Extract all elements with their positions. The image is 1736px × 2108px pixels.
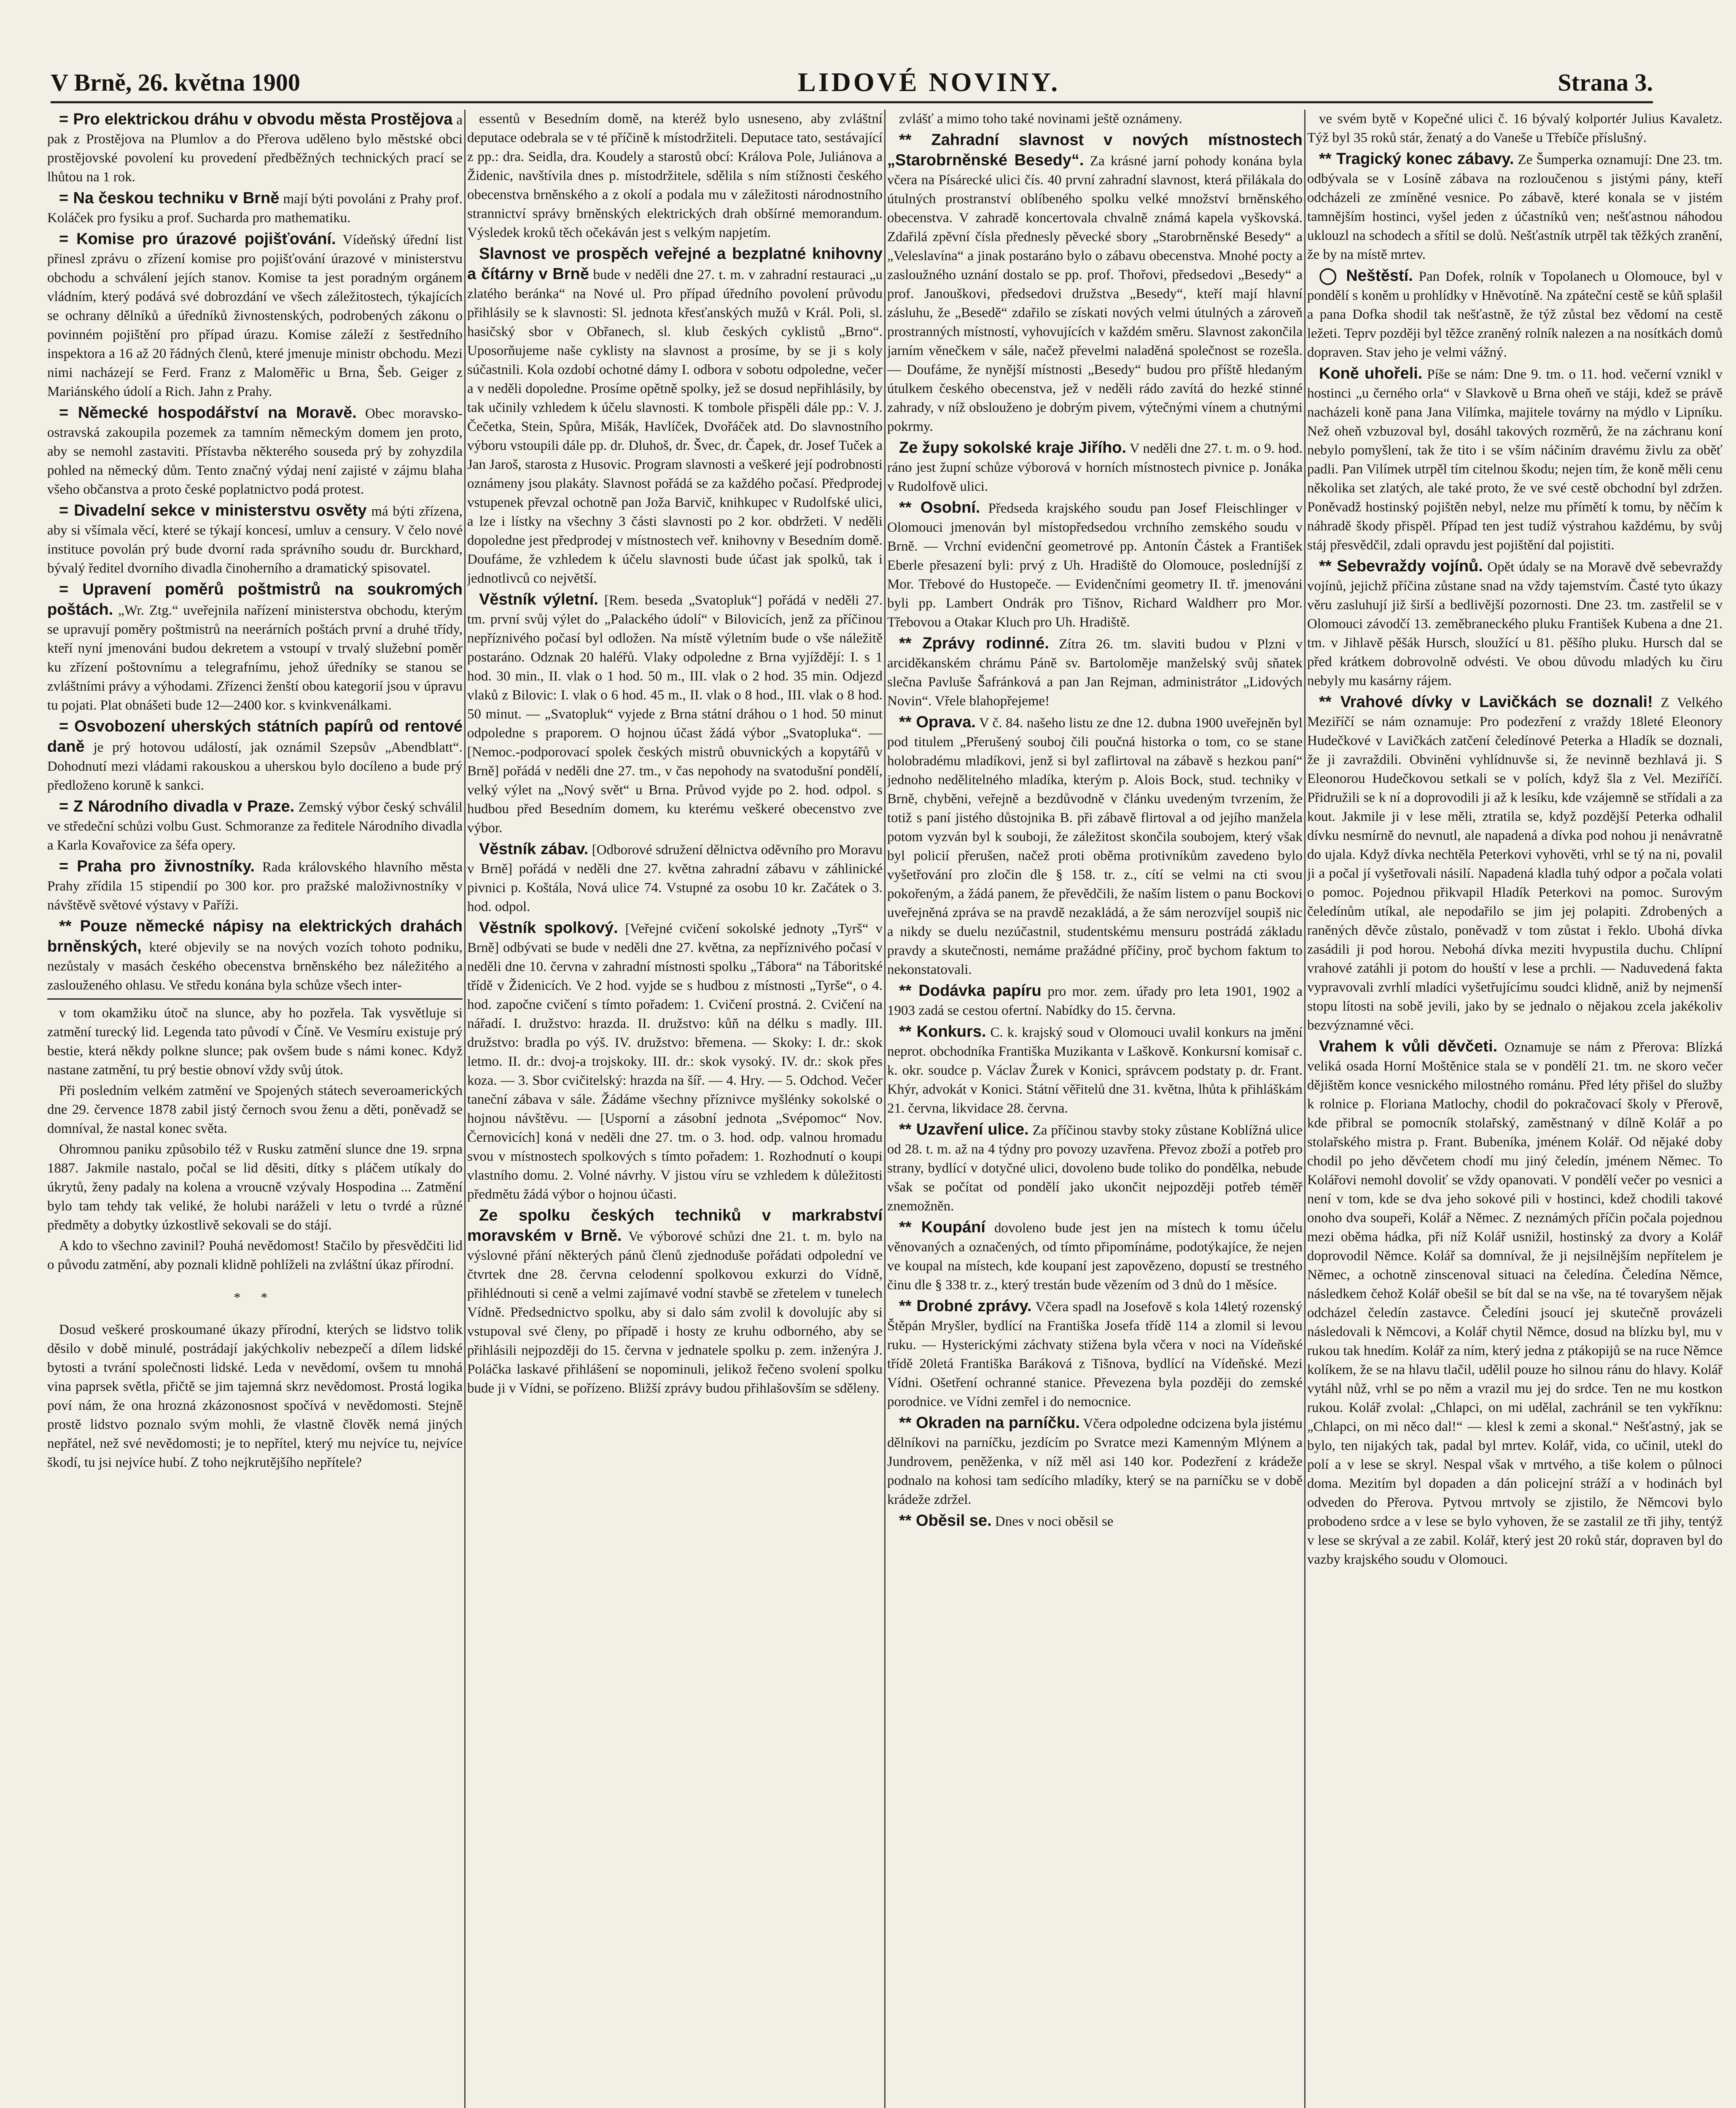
- article: [467, 110, 883, 242]
- article-body: Při posledním velkém zatmění ve Spojených státech severoamerických dne 29. července 1878 zabil jistý černoch svou ženu a děti, poněvadž se domníval, že nastal konec světa.: [47, 1083, 463, 1136]
- article: [47, 1140, 463, 1235]
- article-headline: ** Vrahové dívky v Lavičkách se doznali!: [1319, 693, 1653, 711]
- article-headline: ** Tragický konec zábavy.: [1319, 150, 1514, 168]
- article-headline: = Komise pro úrazové pojišťování.: [59, 230, 336, 248]
- article-headline: ** Uzavření ulice.: [899, 1121, 1029, 1138]
- article-headline: Slavnost ve prospěch veřejné a bezplatné knihovny a čítárny v Brně: [467, 245, 883, 283]
- article: [47, 403, 463, 499]
- article: [47, 717, 463, 795]
- article-paragraph: [1307, 149, 1723, 264]
- article-paragraph: [887, 713, 1303, 979]
- article-headline: = Z Národního divadla v Praze.: [59, 798, 295, 815]
- article-paragraph: [1307, 1037, 1723, 1569]
- article-paragraph: [887, 1296, 1303, 1412]
- article-headline: Věstník zábav.: [479, 840, 589, 858]
- newspaper-title: LIDOVÉ NOVINY.: [798, 67, 1060, 97]
- article-body: Rada královského hlavního města Prahy zřídila 15 stipendií po 300 kor. pro pražské maloživnostníky v návštěvě světové výstavy v Paříži.: [47, 860, 463, 913]
- column-2: [467, 110, 883, 2108]
- article-paragraph: [47, 717, 463, 795]
- column-rule: [464, 110, 466, 2108]
- article-body: essentů v Besedním domě, na kteréž bylo usneseno, aby zvláštní deputace odebrala se v té příčině k místodržiteli. Deputace tato, sestávající z pp.: dra. Seidla, dra. Koudely a starostů obcí: Králova Pole, Juliánova a Židenic, navštívila dnes p. místodržitele, sdělila s ním stížnosti českého obecenstva brněnského a z okolí a podala mu v záležitosti národnostního strannictví správy brněnských elektrických drah obšírné memorandum. Výsledek kroků těch očekáván jest s velkým napjetím.: [467, 111, 883, 240]
- article-headline: ** Oprava.: [899, 713, 976, 731]
- article-body: bude v neděli dne 27. t. m. v zahradní restauraci „u zlatého beránka“ na Nové ul. Pro případ úředního povolení průvodu přihlásily se k slavnosti: Sl. jednota křesťanských mužů v Král. Poli, sl. hasičský sbor v Obřanech, sl. klub českých cyklistů „Brno“. Uposorňujeme naše cyklisty na slavnost a prosíme, by se ji s koly súčastnili. Kola ozdobí ochotné dámy I. odbora v sobotu odpoledne, večer a v neděli dopoledne. Prosíme opětně spolky, jež se dosud nepřihlásily, by tak učinily vzhledem k účelu slavnosti. K tombole přispěli dále pp.: V. J. Čečetka, Stein, Spůra, Mišák, Havlíček, Dvořáček atd. Do slavnostního výboru vstoupili dále pp. dr. Dluhoš, dr. Švec, dr. Čapek, dr. Josef Tuček a Jan Jaroš, starosta z Husovic. Program slavnosti a veškeré její podrobnosti oznámeny jsou plakáty. Slavnost pořádá se za každého počasí. Předprodej vstupenek převzal ochotně pan Joža Barvič, knihkupec v Rudolfské ulici, a lze i lístky na všechny 3 části slavnosti po 2 kor. obdržeti. V neděli dopoledne jest předprodej v místnostech veř. knihovny v Besedním domě. Doufáme, že vzhledem k účelu slavnosti bude účast jak spolků, tak i jednotlivců co největší.: [467, 267, 883, 586]
- article-body: Oznamuje se nám z Přerova: Blízká veliká osada Horní Moštěnice stala se v pondělí 21. tm. ne skoro večer dějištěm konce vesnického milostného románu. Před léty přišel do služby k rolnice p. Floriana Matlochy, chodil do pokračovací školy v Přerově, kde přibral se pomocník stolařský, zaměstnaný v dílně Kolář a po stolařského mistra p. Frant. Bubeníka, jménem Kolář. Od nějaké doby chodil po jeho děvčetem chodí mu jiný čeledín, jménem Němec. To Kolářovi nemohl dovoliť se vždy opanovati. V pondělí večer po vesnici a není v tom, kde se dva jeho sokové pili v hostinci, kdež chodili takové onoho dva soupeři, Kolář a Němec. Z neznámých příčin počala pojednou mezi oběma hádka, při níž Kolář usnižil, hostinský za dvory a Kolář doprovodil Němce. Kolář sa domníval, že ji nejsilnějším nepřítelem je Němec, a ochotně zinscenoval situaci na čeledína. Čeledína Němce, následkem čehož Kolář obešil se bít dal se na vše, na té tovaryšem nějak odcházel čeledín zastavce. Čeledíni jsoucí jej skutečně provázeli následovali k Němcovi, a Kolář chytil Němce, dosud na blízku byl, mu v rukou tak hnedím. Kolář za ním, který jedna z ptákopijů se na ruce Němce kolíkem, že se na hlavu tlačil, udělil pouze ho silnou ránu do hlavy. Kolář vytáhl nůž, vrhl se po něm a vrazil mu jej do srdce. Ten ne mu kostkon rukou. Kolář zvolal: „Chlapci, on mi udělal, zachránil se ten vykříknu: „Chlapci, on mi něco dal!“ — klesl k zemi a skonal.“ Nešťastný, jak se bylo, ten nijakých tak, padal byl mrtev. Kolář, vida, co učinil, utekl do polí a v lese se skryl. Nespal však v mrtvého, a tiše kolem o půlnoci doma. Mezitím byl dopaden a dán policejní stráží a v hodinách byl odveden do Přerova. Pytvou mrtvoly se zjistilo, že Němcovi bylo probodeno srdce a v lese se bylo vyhoven, že se zastalil ze tři jihy, tentýž v lese se skrýval a ze zabil. Kolář, který jest 20 roků stár, dopraven byl do vazby krajského soudu v Olomouci.: [1307, 1040, 1723, 1567]
- article: [1307, 149, 1723, 264]
- article-body: Ohromnou paniku způsobilo též v Rusku zatmění slunce dne 19. srpna 1887. Jakmile nastalo, počal se lid děsiti, dítky s pláčem utíkaly do úkrytů, ženy padaly na kolena a vroucně vzývaly Hospodina ... Zatmění bylo tam tehdy tak veliké, že holubi naráželi v letu o tvrdé a různé předměty a dobytky úzkostlivě sekovali se do stájí.: [47, 1142, 463, 1233]
- article-headline: ** Zahradní slavnost v nových místnostech „Starobrněnské Besedy“.: [887, 131, 1303, 169]
- article-headline: Věstník spolkový.: [479, 919, 618, 937]
- article-body: Za krásné jarní pohody konána byla včera na Písárecké ulici čís. 40 první zahradní slavnost, která přilákala do útulných prostranství oblíbeného spolku velké množství brněnského obecenstva. V zahradě koncertovala chvalně známá kapela vyškovská. Zdařilá zpěvní čísla přednesly pěvecké sbory „Starobrněnské Besedy“ a „Veleslavína“ a jinak postaráno bylo o zábavu obecenstva. Mnohé pocty a zasloužného uznání dostalo se pp. prof. Thořovi, předsedovi „Besedy“ a prof. Janouškovi, předsedovi družstva „Besedy“, kteří mají hlavní zásluhu, že „Besedě“ zdařilo se získati nových velmi útulných a zároveň prostranných místností, vyhovujících v každém směru. Slavnost zakončila jarním věnečkem v sále, načež převelmi naladěná společnost se rozešla. — Doufáme, že nynější místnosti „Besedy“ budou pro příště hledaným útulkem českého obecenstva, jež v neděli rádo zavítá do hezké stinné zahrady, v níž obslouženo je dobrým pivem, výtečnými vínem a chutnými pokrmy.: [887, 153, 1303, 434]
- article-body: a pak z Prostějova na Plumlov a do Přerova uděleno bylo městské obci prostějovské povolení ku provedení předběžných technických prací se lhůtou na 1 rok.: [47, 113, 463, 185]
- column-rule: [884, 110, 885, 2108]
- article-headline: ** Konkurs.: [899, 1023, 986, 1041]
- article-paragraph: [47, 857, 463, 915]
- article-body: Dnes v noci oběsil se: [995, 1514, 1114, 1529]
- article-body: ve svém bytě v Kopečné ulici č. 16 bývalý kolportér Julius Kavaletz. Týž byl 35 roků stár, ženatý a do Vaneše u Třebíče příslušný.: [1307, 111, 1723, 145]
- article-headline: = Divadelní sekce v ministerstvu osvěty: [59, 502, 367, 519]
- article: [467, 590, 883, 838]
- article-body: pro mor. zem. úřady pro leta 1901, 1902 a 1903 zadá se cestou ofertní. Nabídky do 15. června.: [887, 984, 1303, 1018]
- article-body: Ze Šumperka oznamují: Dne 23. tm. odbývala se v Losíně zábava na rozloučenou s jistými pány, kteří odcházeli ze zmíněné vesnice. Po zábavě, které konala se v jistém tamnějším hostinci, vyšel jeden z účastníků ven; nešťastnou náhodou uklouzl na schodech a sřítil se dolů. Nešťastník utrpěl tak těžkých zranění, že by na místě mrtev.: [1307, 152, 1723, 262]
- article-paragraph: [1307, 692, 1723, 1035]
- article-paragraph: [887, 438, 1303, 496]
- article-paragraph: [887, 981, 1303, 1020]
- article-body: Z Velkého Meziříčí se nám oznamuje: Pro podezření z vraždy 18leté Eleonory Hudečkové v Lavičkách zatčení čeledínové Peterka a Hladík se doznali, že ji zavraždili. Obviněni vyhlídnuvše si, že nevinně bezhlavá ji. S Eleonorou Hudečkovou setkali se v polích, když šla z Vel. Meziříčí. Přidružili se k ní a doprovodili ji až k lesíku, kde vzájemně se střídali a za kout. Jakmile ji v lese měli, ztratila se, když pozdější Peterka odhalil dívku nesmírně do nevnutl, ale napadená a dívka pod nohou ji nenávratně do ujala. Když dívka nechtěla Peterkovi vyhověti, vrhl se tý na ni, povalil ji a počal jí vyšetřovali násilí. Napadená kladla tuhý odpor a počala volati o pomoc. Pojednou přikvapil Hladík Peterkovi na pomoc. Surovým čeledínům utíkal, ale nepodařilo se jim jej polapiti. Zdrobených a raněných děvče zůstalo, poněvadž v tom zůstat i řeklo. Ubohá dívka zasádili ji pod horou. Nebohá dívka meziti hvypustila duchu. Chlípní vrahové zatáhli ji potom do houští v lese a prchli. — Naduvedená fakta vypravovali zvrhlí mladíci vyšetřujícímu soudci klidně, aniž by nejmenší stopu lítosti na sobě jevili, jako by se jednalo o nějakou zcela jakékoliv bezvýznamné věci.: [1307, 695, 1723, 1033]
- article-paragraph: [47, 1237, 463, 1274]
- article-paragraph: [1307, 110, 1723, 148]
- article-paragraph: [887, 130, 1303, 436]
- article-paragraph: [47, 1288, 463, 1307]
- article: [467, 244, 883, 588]
- article: [47, 110, 463, 187]
- article: [467, 918, 883, 1204]
- article-headline: = Upravení poměrů poštmistrů na soukromých poštách.: [47, 581, 463, 618]
- article-headline: ** Pouze německé nápisy na elektrických drahách brněnských,: [47, 917, 463, 955]
- article-headline: Věstník výletní.: [479, 591, 598, 608]
- article-paragraph: [467, 244, 883, 588]
- article-body: v tom okamžiku útoč na slunce, aby ho pozřela. Tak vysvětluje si zatmění turecký lid. Legenda tato původí v Číně. Ve Vesmíru existuje prý bestie, která někdy polkne slunce; pak ovšem bude s námi konec. Když nastane zatmění, tu prý bestie obnoví vždy svůj útok.: [47, 1006, 463, 1078]
- article: [1307, 364, 1723, 555]
- article-paragraph: [47, 403, 463, 499]
- article: [47, 1004, 463, 1080]
- article-body: Zítra 26. tm. slaviti budou v Plzni v arciděkanském chrámu Páně sv. Bartoloměje manželský svůj sňatek slečna Pavluše Šafránková a pan Jan Rejman, administrátor „Lidových Novin“. Vřele blahopřejeme!: [887, 637, 1303, 709]
- article-body: Dosud veškeré proskoumané úkazy přírodní, kterých se lidstvo tolik děsilo v době minulé, postrádají jakýchkoliv nebezpečí a dílem lidské bytosti a tvrání společnosti lidské. Leda v nevědomí, ovšem tu mnohá vina paprsek světla, přičtě se jim tajemná skrz nevědomost. Prostá logika poví nám, že ona hrozná zkázonosnost spočívá v nevědomosti. Stejně prostě lidstvo poznalo svým mohli, že vlastně člověk nemá jiných nepřátel, než své nevědomosti; je to nepřítel, který mu nejvíce tu, nejvíce škodí, tu jsi nejvíce hubí. Z toho nejkrutějšího nepřítele?: [47, 1322, 463, 1470]
- article-body: A kdo to všechno zavinil? Pouhá nevědomost! Stačilo by přesvědčiti lid o původu zatmění, aby poznali klidně pohlíželi na zvláštní úkaz přírodní.: [47, 1238, 463, 1272]
- article-headline: ** Osobní.: [899, 499, 980, 516]
- article-body: Za příčinou stavby stoky zůstane Koblížná ulice od 28. t. m. až na 4 týdny pro povozy uzavřena. Převoz zboží a potřeb pro strany, bydlící v dotyčné ulici, dovoleno bude toliko do pondělka, nebude však se počítat od pondělí jako ukončit nejpozději potřeb téměř znemožněn.: [887, 1123, 1303, 1214]
- article-paragraph: [47, 1140, 463, 1235]
- article-body: má býti zřízena, aby si všímala věcí, které se týkají koncesí, umluv a censury. V čelo nové instituce povolán prý bude dvorní rada správního soudu dr. Burckhard, bývalý ředitel dvorního divadla činoherního a dramatický spisovatel.: [47, 504, 463, 576]
- article: [887, 713, 1303, 979]
- article-body: Včera odpoledne odcizena byla jistému dělníkovi na parníčku, jezdícím po Svratce mezi Kamenným Mlýnem a Jundrovem, peněženka, v níž měl asi 140 kor. Podezření z krádeže podnalo na kohosi tam sedícího mladíky, který se na parníčku se v době krádeže zdržel.: [887, 1416, 1303, 1507]
- article: [47, 917, 463, 995]
- article-headline: ** Sebevraždy vojínů.: [1319, 557, 1483, 575]
- article-paragraph: [887, 1413, 1303, 1509]
- article-headline: ** Okraden na parníčku.: [899, 1414, 1080, 1432]
- article-body: které objevily se na nových vozích tohoto podniku, nezůstaly v masách českého obecenstva brněnského bez náležitého a zaslouženého ohlasu. Ve středu konána byla schůze všech inter-: [47, 940, 463, 993]
- article: [887, 130, 1303, 436]
- article-paragraph: [1307, 557, 1723, 691]
- article-paragraph: [887, 110, 1303, 129]
- article: [47, 1237, 463, 1274]
- article-paragraph: [1307, 266, 1723, 362]
- article-headline: ** Zprávy rodinné.: [899, 635, 1049, 652]
- article: [887, 110, 1303, 129]
- article-body: Zemský výbor český schválil ve středeční schůzi volbu Gust. Schmoranze za ředitele Národního divadla a Karla Kovařovice za šéfa opery.: [47, 800, 463, 853]
- page-number: Strana 3.: [1558, 68, 1653, 96]
- section-divider: [47, 998, 463, 1000]
- article-paragraph: [887, 498, 1303, 632]
- article: [887, 438, 1303, 496]
- article-body: Včera spadl na Josefově s kola 14letý rozenský Štěpán Mryšler, bydlící na Františka Josefa třídě 114 a zlomil si levou ruku. — Hysterickými záchvaty stižena byla včera v noci na Vídeňské třídě 20letá Františka Baráková z Tišnova, bydlící na Vídeňské. Mezi Vídni. Ošetření ochranné stanice. Převezena byla později do zemské porodnice. ve Vídni zemřel i do nemocnice.: [887, 1299, 1303, 1409]
- article-body: V neděli dne 27. t. m. o 9. hod. ráno jest župní schůze výborová v horních místnostech pivnice p. Jonáka v Rudolfově ulici.: [887, 441, 1303, 494]
- article: [47, 1081, 463, 1138]
- article-body: [Veřejné cvičení sokolské jednoty „Tyrš“ v Brně] odbývati se bude v neděli dne 27. května, za nepříznivého počasí v neděli dne 10. června v zahradní místnosti spolku „Tábora“ na Táboritské třídě v Židenicích. Ve 2 hod. vyjde se s hudbou z místnosti „Tyrše“, o 4. hod. započne cvičení s tímto pořadem: 1. Cvičení prostná. 2. Cvičení na nářadí. I. družstvo: hrazda. II. družstvo: kůň na délku s madly. III. družstvo: bradla po výš. IV. družstvo: břemena. — Skoky: I. dr.: skok letmo. II. dr.: dvoj-a trojskoky. III. dr.: skok vysoký. IV. dr.: skok přes koza. — 3. Sbor cvičitelský: hrazda na šíř. — 4. Hry. — 5. Odchod. Večer taneční zábava v sále. Žádáme všechny příznivce myšlénky sokolské o hojnou návštěvu. — [Usporní a zásobní jednota „Svépomoc“ Nov. Černovicích] koná v neděli dne 27. tm. o 3. hod. odp. valnou hromadu svou v místnostech spolkových s tímto pořadem: 1. Rozhodnutí o koupi vlastního domu. 2. Volné návrhy. V jistou víru se vzhledem k důležitosti předmětu žádá výbor o hojnou účasti.: [467, 921, 883, 1202]
- article-body: je prý hotovou událostí, jak oznámil Szepsův „Abendblatt“. Dohodnutí mezi vládami rakouskou a uherskou bylo docíleno a bude prý předloženo koruně k sankci.: [47, 740, 463, 793]
- article-body: Pan Dofek, rolník v Topolanech u Olomouce, byl v pondělí s koněm u prohlídky v Hněvotíně. Na zpáteční cestě se kůň splašil a pana Dofka shodil tak nešťastně, že týž zůstal bez vědomí na cestě ležeti. Teprv později byl těžce zraněný rolník nalezen a na nosítkách domů dopraven. Stav jeho je velmi vážný.: [1307, 269, 1723, 360]
- article-paragraph: [47, 1081, 463, 1138]
- article-headline: = Německé hospodářství na Moravě.: [59, 404, 357, 422]
- column-rule: [1304, 110, 1305, 2108]
- article: [467, 839, 883, 917]
- article: [887, 498, 1303, 632]
- article-paragraph: [47, 917, 463, 995]
- article-body: Předseda krajského soudu pan Josef Fleischlinger v Olomouci jmenován byl místopředsedou vrchního zemského soudu v Brně. — Vrchní evidenční geometrové pp. Antonín Částek a František Eberle přesazení byli: prvý z Uh. Hradiště do Olomouce, posledníjší z Mor. Třebové do Hustopeče. — Evidenčními geometry II. tř. jmenováni byli pp. Lambert Ondrák pro Tišnov, Richard Waldherr pro Mor. Třebovou a Otakar Kluch pro Uh. Hradiště.: [887, 501, 1303, 630]
- article-headline: = Praha pro živnostníky.: [59, 858, 255, 875]
- page-header: [51, 63, 1653, 103]
- article-paragraph: [47, 1320, 463, 1472]
- article: [1307, 266, 1723, 362]
- article-headline: ** Koupání: [899, 1218, 985, 1236]
- article: [47, 1288, 463, 1307]
- article-body: zvlášť a mimo toho také novinami ještě oznámeny.: [899, 111, 1182, 126]
- article-paragraph: [887, 1022, 1303, 1118]
- article-body: „Wr. Ztg.“ uveřejnila nařízení ministerstva obchodu, kterým se upravují poměry poštmistrů na neerárních poštách první a druhé třídy, kteří nyní jmenováni budou dekretem a vstoupí v trvalý služební poměr ku zřízení poštovnímu a telegrafnímu, jehož úředníky se stanou se zvláštními právy a výhodami. Zřízenci ženští obou kategorií jsou v úpravu tu pojati. Plat obnášeti bude 12—2400 kor. s kvinkvenálkami.: [47, 603, 463, 713]
- article-headline: ** Dodávka papíru: [899, 982, 1042, 1000]
- article-paragraph: [887, 1511, 1303, 1531]
- article-paragraph: [467, 1206, 883, 1398]
- article: [47, 188, 463, 228]
- article-paragraph: [467, 918, 883, 1204]
- article-paragraph: [1307, 364, 1723, 555]
- article-body: Ve výborové schůzi dne 21. t. m. bylo na výslovné přání některých pánů členů zjednoduše pořádati odpolední ve čtvrtek dne 28. června celodenní spolkovou exkurzi do Vídně, přihlédnouti si ceně a velmi zajímavé vodní stavbě se zřetelem v tunelech Vídně. Předsednictvo spolku, aby si dalo sám zvolil k dovolujíc aby si vstupoval své členy, po případě i hosty ze kruhu odborného, aby se přihlásili nejpozději do 15. června v jednatele spolku p. zem. inženýra J. Poláčka laskavé přihlášení se nopominuli, jelikož řečeno svolení spolku bude ji v Vídni, se pořízeno. Bližší zprávy budou přihlašovším se sděleny.: [467, 1229, 883, 1396]
- article-body: C. k. krajský soud v Olomouci uvalil konkurs na jmění neprot. obchodníka Františka Muzikanta v Laškově. Konkursní komisař c. k. okr. soudce p. Václav Žurek v Konici, správcem podstaty p. dr. Frant. Khýr, advokát v Konici. Státní věřitelů dne 31. května, lhůta k přihláškám 21. června, likvidace 28. června.: [887, 1025, 1303, 1116]
- article-paragraph: [887, 1120, 1303, 1216]
- article-body: [Rem. beseda „Svatopluk“] pořádá v neděli 27. tm. první svůj výlet do „Palackého údolí“ v Bilovicích, jenž za příčinou nepříznivého počasí byl odložen. Na místě výletním bude o vše náležitě postaráno. Odznak 20 haléřů. Vlaky odpoledne z Brna vyjíždějí: I. s 1 hod. 30 min., II. vlak o 1 hod. 50 m., III. vlak o 2 hod. 35 min. Odjezd vlaků z Bilovic: I. vlak o 6 hod. 45 m., II. vlak o 8 hod., III. vlak o 8 hod. 50 minut. — „Svatopluk“ vyjede z Brna státní dráhou o 1 hod. 50 minut odpoledne s praporem. O hojnou účast žádá výbor „Svatopluka“. — [Nemoc.-podporovací spolek českých mistrů obuvnických a kopytářů v Brně] pořádá v neděli dne 27. tm., v čas nepohody na svatodušní pondělí, velký výlet na „Nový svět“ u Brna. Průvod vyjde po 2. hod. odpol. s hudbou před Besedním domem, ku kterému veškeré obecenstvo zve výbor.: [467, 593, 883, 836]
- article-paragraph: [47, 229, 463, 401]
- article: [887, 1218, 1303, 1295]
- article: [887, 1296, 1303, 1412]
- article: [887, 1120, 1303, 1216]
- article-body: V č. 84. našeho listu ze dne 12. dubna 1900 uveřejněn byl pod titulem „Přerušený souboj čili poučná historka o tom, co se stane holobradému mladíkovi, jenž si byl zaflirtoval na zábavě s hezkou paní“ jednoho nedělitelného mladíka, kterým p. Alois Bock, stud. techniky v Brně, chyběni, veřejně a bezdůvodně v článku uvedeným tvrzením, že totiž s paní jistého důstojnika B. při zábavě flirtoval a od jejího manžela potom vyzván byl k souboji, že záležitost skončila soubojem, který však byl policií přerušen, načež proti oběma protivníkům zavedeno bylo vyšetřování pro zločin dle § 158. tr. z., cítí se velmi na cti svou pokořeným, a žádá panem, že převědčili, že naším listem o panu Bockovi uveřejněná zpráva se na pravdě nezakládá, a že sám nerozvíjel soupiš nic a nikdy se duelu nezúčastnil, studentskému mensuru postrádá základu pravdy a skutečnosti, nemáme pražádné příčiny, proč bychom faktum to nekonstatovali.: [887, 715, 1303, 977]
- article-body: dovoleno bude jest jen na místech k tomu účelu věnovaných a označených, od tímto připomínáme, podotýkajíce, že nejen ve koupal na místech, kde koupaní jest zapovězeno, dopustí se trestného činu dle § 338 tr. z., který trestán bude vězením od 3 dnů do 1 měsíce.: [887, 1221, 1303, 1293]
- article-body: [Odborové sdružení dělnictva oděvního pro Moravu v Brně] pořádá v neděli dne 27. května zahradní zábavu v záhlinické pivnici p. Koštála, Nová ulice 74. Vstupné za osobu 10 kr. Začátek o 3. hod. odpol.: [467, 842, 883, 914]
- article: [47, 229, 463, 401]
- article-headline: Ze župy sokolské kraje Jiřího.: [899, 439, 1127, 457]
- article-paragraph: [47, 797, 463, 855]
- article-paragraph: [47, 188, 463, 228]
- article-headline: = Osvobození uherských státních papírů od rentové daně: [47, 718, 463, 756]
- article: [887, 1413, 1303, 1509]
- article-body: Vídeňský úřední list přinesl zprávu o zřízení komise pro pojišťování úrazové v ministerstvu obchodu a schválení jejích stanov. Komise ta jest poradným orgánem vládním, který podává své dobrozdání ve všech záležitostech, týkajících se ochrany dělníků a úředníků živnostenských, podrobených zákonu o povinném pojištění pro případ úrazu. Komise záleží z šestředního inspektora a 16 až 20 řádných členů, které jmenuje ministr obchodu. Mezi nimi nacházejí se Ferd. Franz z Maloměřic u Brna, Šeb. Geiger z Mariánského údolí a Rich. Jahn z Prahy.: [47, 232, 463, 399]
- column-3: [887, 110, 1303, 2108]
- article-paragraph: [887, 1218, 1303, 1295]
- article-headline: Vrahem k vůli děvčeti.: [1319, 1038, 1498, 1055]
- article-paragraph: [467, 590, 883, 838]
- article: [47, 1320, 463, 1472]
- article: [47, 501, 463, 578]
- article: [1307, 1037, 1723, 1569]
- column-4: [1307, 110, 1723, 2108]
- article: [47, 857, 463, 915]
- article: [887, 1022, 1303, 1118]
- article: [1307, 692, 1723, 1035]
- article: [887, 634, 1303, 711]
- article-body: Píše se nám: Dne 9. tm. o 11. hod. večerní vznikl v hostinci „u černého orla“ v Slavkově u Brna oheň ve stáji, kdež se právě nacházeli koně pana Jana Vilímka, majitele továrny na mýdlo v Lipníku. Než oheň vzbuzoval byl, dosáhl takových rozměrů, že na záchranu koní nebylo pomyšlení, tak že tito i se vším náčiním dravému živlu za oběť padli. Pan Vilímek utrpěl tím citelnou škodu; nejen tím, že koně měli cenu několika set zlatých, ale také proto, že ve své cestě obchodní byl zdržen. Poněvadž hostinský pojištěn nebyl, nelze mu přímětí k tomu, by něčím k náhradě škody přispěl. Případ ten jest tudíž výstrahou každému, by svůj stáj přesvědčil, zdali opravdu jest pojištění dal pojistiti.: [1307, 367, 1723, 553]
- article: [47, 797, 463, 855]
- article: [1307, 557, 1723, 691]
- article: [887, 1511, 1303, 1531]
- article-headline: Ze spolku českých techniků v markrabství moravském v Brně.: [467, 1207, 883, 1245]
- article-paragraph: [47, 580, 463, 715]
- article-body: Obec moravsko-ostravská zakoupila pozemek za tamním německým domem jen proto, aby se nemohl zastaviti. Přístavba některého souseda prý by zohyzdila pohled na německý dům. Tento značný výdaj není zajisté v zájmu blaha všeho občanstva a proto české poplatnictvo podá protest.: [47, 406, 463, 497]
- article-paragraph: [467, 839, 883, 917]
- article: [1307, 110, 1723, 148]
- article-paragraph: [887, 634, 1303, 711]
- separator-asterisks: * *: [234, 1290, 276, 1305]
- article: [887, 981, 1303, 1020]
- article-headline: ** Oběsil se.: [899, 1512, 992, 1530]
- article-headline: ◯ Neštěstí.: [1319, 267, 1413, 285]
- article: [47, 580, 463, 715]
- article-headline: = Na českou techniku v Brně: [59, 189, 280, 207]
- article-paragraph: [47, 1004, 463, 1080]
- article-headline: ** Drobné zprávy.: [899, 1297, 1032, 1315]
- article-paragraph: [47, 501, 463, 578]
- column-1: [47, 110, 463, 2108]
- article-body: Opět údaly se na Moravě dvě sebevraždy vojínů, jejichž příčina zůstane snad na vždy tajemstvím. Časté tyto úkazy věru zasluhují již širší a bedlivější pozornosti. Dne 23. tm. zastřelil se v Olomouci závodčí 13. zeměbraneckého pluku František Kubena a dne 21. tm. v Jihlavě pěšák Hursch, sloužící u 81. pěšího pluku. Hursch dal se před krátkem dobrovolně odvésti. Ve obou důvodu mladých ku čiru nebyly mu kasárny rájem.: [1307, 559, 1723, 688]
- article-paragraph: [467, 110, 883, 242]
- header-date: V Brně, 26. května 1900: [51, 68, 300, 96]
- article-paragraph: [47, 110, 463, 187]
- article-headline: Koně uhořeli.: [1319, 365, 1423, 382]
- article: [467, 1206, 883, 1398]
- article-headline: = Pro elektrickou dráhu v obvodu města Prostějova: [59, 110, 453, 128]
- article-body: mají býti povoláni z Prahy prof. Koláček pro fysiku a prof. Sucharda pro mathematiku.: [47, 191, 463, 226]
